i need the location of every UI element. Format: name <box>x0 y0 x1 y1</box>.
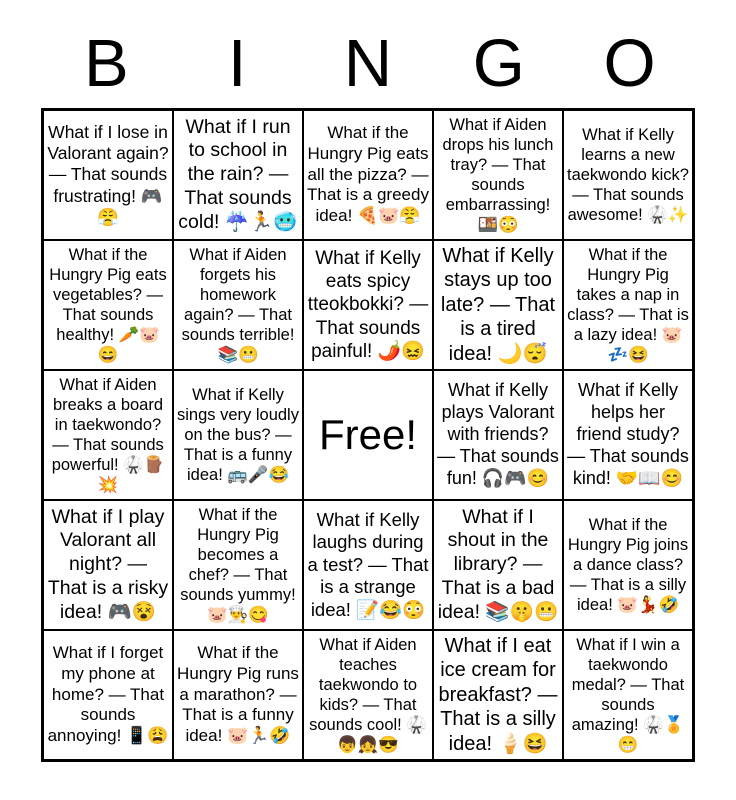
cell-text: What if the Hungry Pig runs a marathon? — That is a funny idea! 🐷🏃🤣 <box>177 643 299 746</box>
cell-text: What if I run to school in the rain? — That sounds cold! ☔🏃🥶 <box>178 115 298 233</box>
bingo-cell[interactable] <box>433 500 563 630</box>
bingo-cell[interactable] <box>43 370 173 500</box>
bingo-cell[interactable] <box>563 240 693 370</box>
cell-text: What if Kelly laughs during a test? — That is a strange idea! 📝😂😳 <box>307 508 429 620</box>
title-letter-g: G <box>472 26 525 101</box>
cell-text: What if the Hungry Pig takes a nap in class? — That is a lazy idea! 🐷💤😆 <box>567 245 689 365</box>
bingo-cell[interactable] <box>303 630 433 760</box>
cell-text: What if Aiden forgets his homework again? — That sounds terrible! 📚😬 <box>181 245 295 365</box>
title-letter-n: N <box>343 26 393 101</box>
cell-text: What if Kelly plays Valorant with friends? — That sounds fun! 🎧🎮😊 <box>437 380 559 488</box>
cell-text: What if Kelly sings very loudly on the bus? — That is a funny idea! 🚌🎤😂 <box>177 385 299 485</box>
bingo-cell[interactable] <box>563 500 693 630</box>
title-letter-i: I <box>227 26 247 101</box>
cell-text: Free! <box>318 410 418 458</box>
bingo-cell[interactable] <box>173 240 303 370</box>
cell-text: What if Kelly learns a new taekwondo kick? — That sounds awesome! 🥋✨ <box>567 125 689 225</box>
bingo-cell[interactable] <box>303 110 433 240</box>
cell-text: What if the Hungry Pig joins a dance class? — That is a silly idea! 🐷💃🤣 <box>567 515 689 615</box>
cell-text: What if I forget my phone at home? — That sounds annoying! 📱😩 <box>47 643 169 746</box>
title-letter-o: O <box>603 26 656 101</box>
cell-text: What if I play Valorant all night? — That is a risky idea! 🎮😵 <box>47 505 169 623</box>
cell-text: What if the Hungry Pig eats all the pizza? — That is a greedy idea! 🍕🐷😤 <box>307 123 429 226</box>
bingo-cell[interactable] <box>433 370 563 500</box>
bingo-cell[interactable] <box>43 240 173 370</box>
title-letter-b: B <box>84 26 129 101</box>
cell-text: What if the Hungry Pig becomes a chef? — That sounds yummy! 🐷👨‍🍳😋 <box>180 505 296 625</box>
cell-text: What if I win a taekwondo medal? — That sounds amazing! 🥋🏅😁 <box>571 635 685 755</box>
bingo-grid <box>41 108 695 762</box>
bingo-cell[interactable] <box>563 370 693 500</box>
cell-text: What if Kelly eats spicy tteokbokki? — That sounds painful! 🌶️😖 <box>307 248 429 362</box>
bingo-cell[interactable] <box>173 370 303 500</box>
bingo-cell[interactable] <box>173 500 303 630</box>
cell-text: What if I shout in the library? — That is a bad idea! 📚🤫😬 <box>437 505 559 623</box>
cell-text: What if Aiden drops his lunch tray? — That sounds embarrassing! 🍱😳 <box>442 115 554 235</box>
cell-text: What if Aiden breaks a board in taekwondo? — That sounds powerful! 🥋🪵💥 <box>51 375 165 495</box>
bingo-cell[interactable] <box>433 630 563 760</box>
bingo-cell[interactable] <box>43 110 173 240</box>
cell-text: What if the Hungry Pig eats vegetables? — That sounds healthy! 🥕🐷😄 <box>49 245 167 365</box>
bingo-cell[interactable] <box>433 110 563 240</box>
bingo-cell[interactable] <box>433 240 563 370</box>
free-cell[interactable] <box>303 370 433 500</box>
cell-text: What if Kelly helps her friend study? — That sounds kind! 🤝📖😊 <box>567 380 689 488</box>
cell-text: What if Kelly stays up too late? — That is a tired idea! 🌙😴 <box>440 245 556 365</box>
bingo-cell[interactable] <box>303 240 433 370</box>
bingo-cell[interactable] <box>563 110 693 240</box>
cell-text: What if I eat ice cream for breakfast? — That is a silly idea! 🍦😆 <box>438 635 558 755</box>
bingo-cell[interactable] <box>173 630 303 760</box>
bingo-title <box>41 24 695 104</box>
bingo-cell[interactable] <box>563 630 693 760</box>
bingo-cell[interactable] <box>173 110 303 240</box>
cell-text: What if Aiden teaches taekwondo to kids? — That sounds cool! 🥋👦👧😎 <box>309 635 427 755</box>
bingo-cell[interactable] <box>303 500 433 630</box>
cell-text: What if I lose in Valorant again? — That sounds frustrating! 🎮😤 <box>47 121 169 228</box>
bingo-cell[interactable] <box>43 500 173 630</box>
bingo-cell[interactable] <box>43 630 173 760</box>
